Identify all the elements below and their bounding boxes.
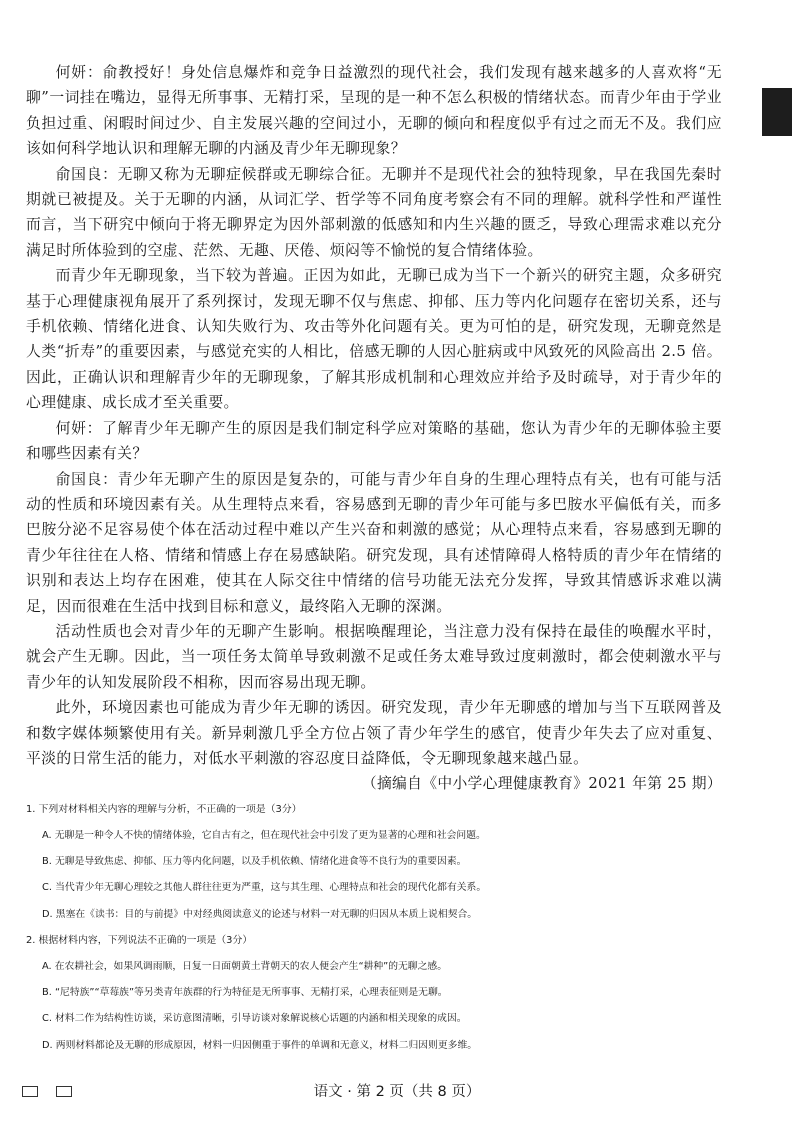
question — [26, 928, 722, 1059]
question-stem: 2. 根据材料内容，下列说法不正确的一项是（3分） — [26, 934, 253, 946]
paragraph: 俞国良：无聊又称为无聊症候群或无聊综合征。无聊并不是现代社会的独特现象，早在我国先秦时期就已被提及。关于无聊的内涵，从词汇学、哲学等不同角度考察会有不同的理解。就科学性和严谨性而言，当下研究中倾向于将无聊界定为因外部刺激的低感知和内生兴趣的匮乏，导致心理需求难以充分满足时所体验到的空虚、茫然、无趣、厌倦、烦闷等不愉悦的复合情绪体验。 — [26, 165, 722, 259]
paragraph: 活动性质也会对青少年的无聊产生影响。根据唤醒理论，当注意力没有保持在最佳的唤醒水平时，就会产生无聊。因此，当一项任务太简单导致刺激不足或任务太难导致过度刺激时，都会使刺激水平与青少年的认知发展阶段不相称，因而容易出现无聊。 — [26, 622, 722, 691]
question-list — [26, 797, 722, 1059]
page-number: 语文 · 第 2 页（共 8 页） — [313, 1084, 481, 1100]
page-footer — [0, 1076, 794, 1106]
option-a: A. 在农耕社会，如果风调雨顺，日复一日面朝黄土背朝天的农人便会产生“耕种”的无聊之感。 — [42, 961, 447, 972]
option-c: C. 当代青少年无聊心理较之其他人群往往更为严重，这与其生理、心理特点和社会的现代化都有关系。 — [42, 882, 487, 894]
paragraph: 而青少年无聊现象，当下较为普遍。正因为如此，无聊已成为当下一个新兴的研究主题，众多研究基于心理健康视角展开了系列探讨，发现无聊不仅与焦虑、抑郁、压力等内化问题存在密切关系，还与手机依赖、情绪化进食、认知失败行为、攻击等外化问题有关。更为可怕的是，研究发现，无聊竟然是人类“折寿”的重要因素，与感觉充实的人相比，倍感无聊的人因心脏病或中风致死的风险高出 2.5 倍。因此，正确认识和理解青少年的无聊现象，了解其形成机制和心理效应并给予及时疏导，对于青少年的心理健康、成长成才至关重要。 — [26, 267, 722, 412]
option-b: B. “尼特族”“草莓族”等另类青年族群的行为特征是无所事事、无精打采，心理表征则是无聊。 — [42, 987, 448, 999]
paragraph: 俞国良：青少年无聊产生的原因是复杂的，可能与青少年自身的生理心理特点有关，也有可能与活动的性质和环境因素有关。从生理特点来看，容易感到无聊的青少年可能与多巴胺水平偏低有关，而多巴胺分泌不足容易使个体在活动过程中难以产生兴奋和刺激的感觉；从心理特点来看，容易感到无聊的青少年往往在人格、情绪和情感上存在易感缺陷。研究发现，具有述情障碍人格特质的青少年在情绪的识别和表达上均存在困难，使其在人际交往中情绪的信号功能无法充分发挥，导致其情感诉求难以满足，因而很难在生活中找到目标和意义，最终陷入无聊的深渊。 — [26, 470, 722, 615]
question-stem: 1. 下列对材料相关内容的理解与分析，不正确的一项是（3分） — [26, 803, 302, 815]
reading-material — [26, 60, 722, 1059]
option-d: D. 两则材料都论及无聊的形成原因，材料一归因侧重于事件的单调和无意义，材料二归因则更多维。 — [42, 1039, 478, 1051]
question — [26, 797, 722, 928]
source-citation: （摘编自《中小学心理健康教育》2021 年第 25 期） — [361, 775, 722, 793]
option-c: C. 材料二作为结构性访谈，采访意图清晰，引导访谈对象解说核心话题的内涵和相关现象的成因。 — [42, 1013, 467, 1025]
option-d: D. 黑塞在《读书：目的与前提》中对经典阅读意义的论述与材料一对无聊的归因从本质上说相契合。 — [42, 908, 478, 920]
option-b: B. 无聊是导致焦虑、抑郁、压力等内化问题，以及手机依赖、情绪化进食等不良行为的重要因素。 — [42, 856, 467, 868]
option-a: A. 无聊是一种令人不快的情绪体验，它自古有之，但在现代社会中引发了更为显著的心理和社会问题。 — [42, 829, 486, 841]
paragraph: 此外，环境因素也可能成为青少年无聊的诱因。研究发现，青少年无聊感的增加与当下互联网普及和数字媒体频繁使用有关。新异刺激几乎全方位占领了青少年学生的感官，使青少年失去了应对重复、平淡的日常生活的能力，对低水平刺激的容忍度日益降低，令无聊现象越来越凸显。 — [26, 699, 722, 767]
paragraph: 何妍：俞教授好！身处信息爆炸和竞争日益激烈的现代社会，我们发现有越来越多的人喜欢将“无聊”一词挂在嘴边，显得无所事事、无精打采，呈现的是一种不怎么积极的情绪状态。而青少年由于学业负担过重、闲暇时间过少、自主发展兴趣的空间过小，无聊的倾向和程度似乎有过之而无不及。我们应该如何科学地认识和理解无聊的内涵及青少年无聊现象？ — [26, 64, 722, 158]
paragraph: 何妍：了解青少年无聊产生的原因是我们制定科学应对策略的基础，您认为青少年的无聊体验主要和哪些因素有关？ — [26, 419, 722, 463]
page-edge-tab — [762, 88, 792, 136]
